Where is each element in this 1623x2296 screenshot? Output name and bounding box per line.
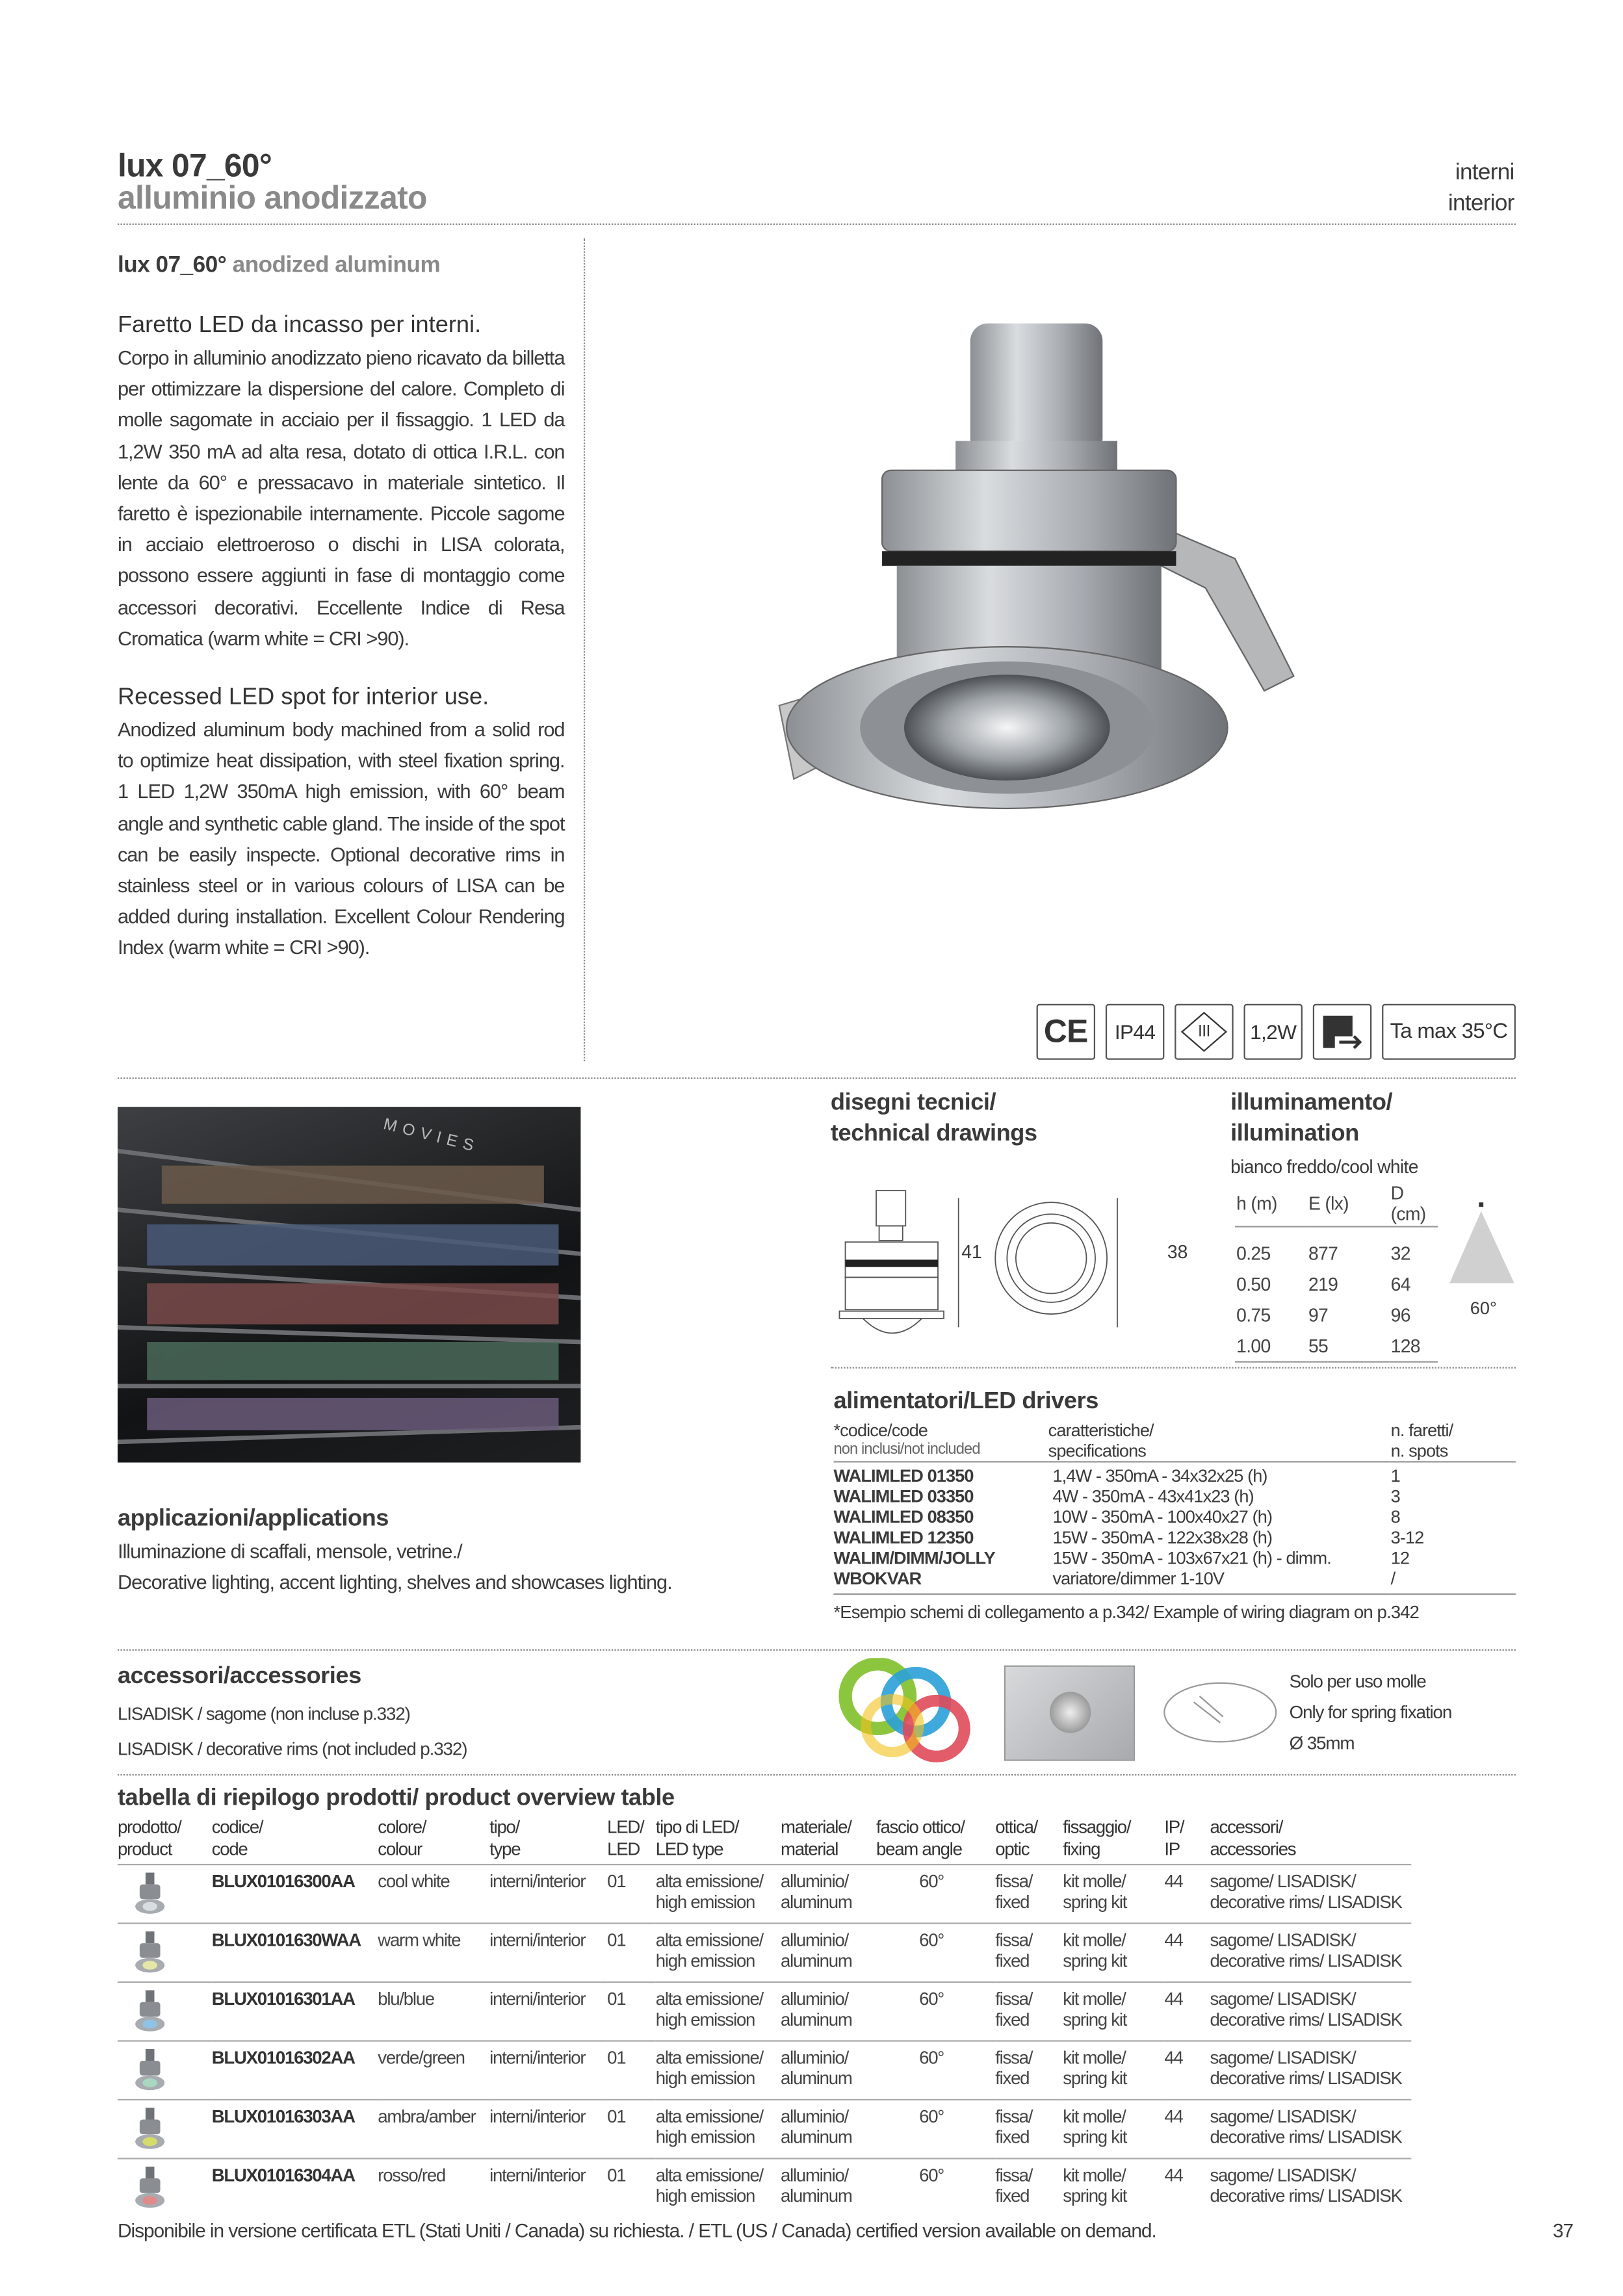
cell-text: ambra/amber	[378, 2100, 489, 2158]
illumination-table	[1235, 1181, 1438, 1362]
cell-text: fissa/	[995, 2047, 1033, 2069]
cell-text: sagome/ LISADISK/	[1210, 1989, 1356, 2009]
category-it: interni	[1455, 160, 1514, 185]
cell-text: 0.50	[1236, 1274, 1271, 1295]
cell-text: 1,4W - 350mA - 34x32x25 (h)	[1052, 1464, 1267, 1486]
cell-text: interni/interior	[489, 2100, 607, 2158]
divider	[831, 1367, 1516, 1368]
cell-text: 55	[1308, 1335, 1329, 1357]
driver-row	[833, 1465, 1515, 1486]
cell-text: 4W - 350mA - 43x41x23 (h)	[1052, 1485, 1254, 1506]
cell-text: LED/	[607, 1816, 644, 1838]
cell-text: fissa/	[995, 1871, 1033, 1892]
cell-text: high emission	[655, 2009, 755, 2030]
cell-text: fissa/	[995, 1929, 1033, 1951]
cell-text: decorative rims/ LISADISK	[1210, 1950, 1402, 1972]
cell-text: 96	[1390, 1305, 1410, 1326]
mounting-surface-icon	[1313, 1004, 1371, 1060]
cell-text: fissaggio/	[1063, 1816, 1131, 1838]
class-iii-label: III	[1198, 1023, 1210, 1041]
table-row	[118, 1982, 1410, 2041]
accessories-title: accessori/accessories	[117, 1664, 361, 1689]
col-header	[781, 1817, 876, 1865]
cell-text: tipo/	[489, 1816, 520, 1838]
cell-text: 60°	[876, 2158, 995, 2216]
page-number: 37	[1552, 2219, 1574, 2242]
cell-text: interni/interior	[489, 1864, 607, 1923]
col-header: D (cm)	[1390, 1183, 1426, 1225]
cell-text: decorative rims/ LISADISK	[1210, 1891, 1402, 1913]
intro	[118, 250, 565, 964]
col-header: *codice/code	[833, 1419, 928, 1441]
cell-text: 60°	[876, 1982, 995, 2041]
cell-text: high emission	[655, 2068, 755, 2089]
drawings-title-en: technical drawings	[830, 1121, 1037, 1147]
cell-text: 219	[1308, 1274, 1338, 1295]
cell-text: 44	[1164, 2041, 1210, 2100]
cell-text: kit molle/	[1063, 2106, 1126, 2127]
photo-sign: MOVIES	[382, 1115, 482, 1157]
illumination-title	[1230, 1088, 1392, 1150]
footer-note: Disponibile in versione certificata ETL (Stati Uniti / Canada) su richiesta. / ETL (US / Canada) certified version available on demand.	[117, 2219, 1156, 2242]
wiring-note: *Esempio schemi di collegamento a p.342/ Example of wiring diagram on p.342	[833, 1601, 1419, 1622]
applications-line: Illuminazione di scaffali, mensole, vetrine./	[117, 1540, 462, 1563]
cell-text: 1	[1390, 1464, 1400, 1486]
temperature-badge: Ta max 35°C	[1382, 1004, 1516, 1060]
product-thumbnail-icon	[133, 1871, 168, 1915]
cell-text: accessori/	[1210, 1816, 1283, 1838]
cell-text: product	[117, 1838, 172, 1859]
footer	[118, 2219, 1573, 2243]
product-title: lux 07_60°	[117, 147, 272, 184]
cell-text: aluminum	[781, 2009, 852, 2030]
cell-text: 01	[607, 1924, 656, 1982]
cell-text: high emission	[655, 2186, 755, 2206]
spring-fixation-icon	[1162, 1675, 1279, 1749]
cell-text: alta emissione/	[655, 2165, 763, 2186]
cell-text: fixed	[995, 2009, 1030, 2030]
divider	[584, 238, 585, 1061]
cell-text: 44	[1164, 1864, 1210, 1923]
cell-text: colore/	[378, 1816, 426, 1838]
cell-text: prodotto/	[117, 1816, 181, 1838]
cell-text: sagome/ LISADISK/	[1210, 2047, 1356, 2069]
en-text: Anodized aluminum body machined from a solid rod to optimize heat dissipation, with steel fixation spring. 1 LED 1,2W 350mA high emission, with 60° beam angle and synthetic cable gland. The inside of the spot can be easily inspecte. Optional decorative rims in stainless steel or in various colours of LISA can be added during installation. Excellent Colour Rendering Index (warm white = CRI >90).	[117, 719, 565, 959]
cell-text: spring kit	[1063, 2068, 1127, 2089]
driver-row	[833, 1567, 1515, 1593]
cell-text: alta emissione/	[655, 2106, 763, 2127]
cell-text: decorative rims/ LISADISK	[1210, 2126, 1402, 2148]
accessory-note: Ø 35mm	[1289, 1733, 1355, 1754]
cell-text: alluminio/	[781, 1989, 849, 2009]
divider	[118, 1774, 1516, 1775]
col-header: caratteristiche/	[1048, 1419, 1154, 1441]
power-badge: 1,2W	[1243, 1004, 1302, 1060]
col-header	[489, 1817, 607, 1865]
illumination-row	[1235, 1300, 1438, 1331]
cell-text: 128	[1390, 1335, 1420, 1357]
cell-text: 44	[1164, 2100, 1210, 2158]
cell-text: fixed	[995, 1891, 1030, 1913]
product-thumbnail-icon	[133, 1930, 168, 1974]
application-photo	[118, 1107, 580, 1462]
it-heading: Faretto LED da incasso per interni.	[117, 313, 482, 339]
cell-text: variatore/dimmer 1-10V	[1052, 1567, 1225, 1588]
cell-text: spring kit	[1063, 1891, 1127, 1913]
cell-text: fixed	[995, 1950, 1030, 1972]
cell-text: decorative rims/ LISADISK	[1210, 2068, 1402, 2089]
illumination-title-en: illumination	[1230, 1121, 1359, 1147]
cell-text: 01	[607, 2100, 656, 2158]
cell-text: LED	[607, 1838, 640, 1859]
cell-text: WBOKVAR	[833, 1567, 922, 1588]
en-heading: Recessed LED spot for interior use.	[117, 685, 489, 710]
overview-title: tabella di riepilogo prodotti/ product overview table	[117, 1786, 675, 1811]
cell-text: sagome/ LISADISK/	[1210, 1929, 1356, 1951]
cell-text: high emission	[655, 1891, 755, 1913]
cell-text: tipo di LED/	[655, 1816, 739, 1838]
cell-text: 01	[607, 1864, 656, 1923]
cell-text: 10W - 350mA - 100x40x27 (h)	[1052, 1506, 1273, 1527]
driver-row	[833, 1506, 1515, 1527]
cell-text: WALIM/DIMM/JOLLY	[833, 1547, 995, 1568]
drawings-title-it: disegni tecnici/	[830, 1090, 996, 1116]
drivers-table	[833, 1420, 1515, 1594]
cell-text: fixed	[995, 2126, 1030, 2148]
cell-text: spring kit	[1063, 2186, 1127, 2206]
col-header	[378, 1817, 489, 1865]
category	[1448, 157, 1514, 219]
cell-text: interni/interior	[489, 2041, 607, 2100]
cell-text: spring kit	[1063, 2009, 1127, 2030]
cell-text: 44	[1164, 2158, 1210, 2216]
cell-text: alta emissione/	[655, 1929, 763, 1951]
product-thumbnail-icon	[133, 1989, 168, 2033]
cell-text: spring kit	[1063, 1950, 1127, 1972]
cell-text: ottica/	[995, 1816, 1038, 1838]
cell-text: kit molle/	[1063, 2047, 1126, 2069]
cell-text: 0.75	[1236, 1305, 1271, 1326]
cell-text: aluminum	[781, 1891, 852, 1913]
cell-text: 32	[1390, 1243, 1410, 1265]
cell-text: kit molle/	[1063, 1989, 1126, 2009]
cell-text: optic	[995, 1838, 1030, 1859]
cell-text: high emission	[655, 2126, 755, 2148]
cell-text: BLUX01016301AA	[212, 1982, 378, 2041]
ip-rating-badge: IP44	[1106, 1004, 1164, 1060]
beam-cone-icon	[1445, 1202, 1518, 1287]
cell-text: LED type	[655, 1838, 723, 1859]
product-subtitle: alluminio anodizzato	[117, 179, 427, 216]
cell-text: beam angle	[876, 1838, 962, 1859]
cell-text: fixed	[995, 2068, 1030, 2089]
cell-text: BLUX0101630WAA	[212, 1924, 378, 1982]
table-row	[118, 2041, 1410, 2100]
cell-text: alta emissione/	[655, 1989, 763, 2009]
cell-text: 12	[1390, 1547, 1410, 1568]
col-header	[1063, 1817, 1164, 1865]
overview-block	[118, 1817, 1602, 2243]
cell-text: sagome/ LISADISK/	[1210, 1871, 1356, 1892]
cell-text: 60°	[876, 2041, 995, 2100]
cell-text: materiale/	[781, 1816, 851, 1838]
cell-text: IP/	[1164, 1816, 1184, 1838]
cell-text: 1.00	[1236, 1335, 1271, 1357]
cell-text: material	[781, 1838, 838, 1859]
product-thumbnail-icon	[133, 2165, 168, 2210]
applications-text	[118, 1536, 672, 1599]
cell-text: code	[211, 1838, 248, 1859]
cell-text: interni/interior	[489, 1924, 607, 1982]
cell-text: 44	[1164, 1924, 1210, 1982]
drawings-title	[831, 1088, 1037, 1150]
table-header	[118, 1817, 1410, 1865]
illumination-row	[1235, 1331, 1438, 1361]
cell-text: BLUX01016303AA	[212, 2100, 378, 2158]
cell-text: decorative rims/ LISADISK	[1210, 2009, 1402, 2030]
cell-text: 97	[1308, 1305, 1329, 1326]
cell-text: colour	[378, 1838, 422, 1859]
cell-text: aluminum	[781, 2126, 852, 2148]
cell-text: 01	[607, 1982, 656, 2041]
cell-text: alluminio/	[781, 1929, 849, 1951]
drivers-title: alimentatori/LED drivers	[833, 1389, 1098, 1414]
cell-text: /	[1390, 1567, 1396, 1588]
cell-text: spring kit	[1063, 2126, 1127, 2148]
product-image	[735, 309, 1323, 823]
ce-mark-icon: CE	[1037, 1004, 1095, 1060]
cell-text: cool white	[378, 1864, 489, 1923]
drivers-block	[833, 1420, 1515, 1622]
cell-text: WALIMLED 12350	[833, 1526, 974, 1547]
col-header	[1210, 1817, 1410, 1865]
cell-text: alluminio/	[781, 2047, 849, 2069]
cell-text: kit molle/	[1063, 1929, 1126, 1951]
cell-text: 3-12	[1390, 1526, 1424, 1547]
dim-diameter: 38	[1167, 1242, 1188, 1263]
cell-text: IP	[1164, 1838, 1180, 1859]
cell-text: alta emissione/	[655, 1871, 763, 1892]
cell-text: 877	[1308, 1243, 1338, 1265]
class-iii-icon	[1175, 1004, 1233, 1060]
col-header	[607, 1817, 656, 1865]
beam-angle: 60°	[1470, 1298, 1497, 1319]
cell-text: type	[489, 1838, 521, 1859]
product-thumbnail-icon	[133, 2048, 168, 2092]
col-header	[656, 1817, 781, 1865]
col-header	[876, 1817, 995, 1865]
overview-table	[118, 1817, 1410, 2217]
cell-text: high emission	[655, 1950, 755, 1972]
cell-text: codice/	[211, 1816, 263, 1838]
cell-text: fissa/	[995, 1989, 1033, 2009]
cell-text: 8	[1390, 1506, 1400, 1527]
cell-text: rosso/red	[378, 2158, 489, 2216]
cell-text: warm white	[378, 1924, 489, 1982]
col-header	[212, 1817, 378, 1865]
cell-text: aluminum	[781, 1950, 852, 1972]
accessories-line: LISADISK / sagome (non incluse p.332)	[117, 1703, 410, 1725]
cell-text: alta emissione/	[655, 2047, 763, 2069]
applications-line: Decorative lighting, accent lighting, shelves and showcases lighting.	[117, 1571, 672, 1594]
cell-text: fixing	[1063, 1838, 1100, 1859]
illumination-subtitle: bianco freddo/cool white	[1230, 1157, 1418, 1178]
col-header: specifications	[1048, 1440, 1146, 1462]
accessories-notes	[1290, 1667, 1452, 1759]
dim-height: 41	[961, 1242, 982, 1263]
col-header	[1164, 1817, 1210, 1865]
technical-drawing	[831, 1183, 1198, 1345]
accessory-note: Only for spring fixation	[1289, 1702, 1452, 1723]
col-header: n. faretti/	[1390, 1419, 1453, 1441]
cell-text: BLUX01016300AA	[212, 1864, 378, 1923]
accessories-line: LISADISK / decorative rims (not included p.332)	[117, 1738, 467, 1760]
intro-name: lux 07_60°	[117, 253, 227, 278]
col-header	[995, 1817, 1063, 1865]
cell-text: fissa/	[995, 2106, 1033, 2127]
cell-text: 01	[607, 2158, 656, 2216]
table-row	[118, 2158, 1410, 2216]
divider	[118, 1077, 1516, 1079]
cell-text: fascio ottico/	[876, 1816, 965, 1838]
cell-text: alluminio/	[781, 1871, 849, 1892]
divider	[118, 1649, 1516, 1651]
driver-row	[833, 1486, 1515, 1506]
cell-text: alluminio/	[781, 2106, 849, 2127]
col-header-note: non inclusi/not included	[833, 1440, 980, 1458]
cell-text: interni/interior	[489, 1982, 607, 2041]
table-row	[118, 1864, 1410, 1923]
it-text: Corpo in alluminio anodizzato pieno ricavato da billetta per ottimizzare la dispersione del calore. Completo di molle sagomate in acciaio per il fissaggio. 1 LED da 1,2W 350 mA ad alta resa, dotato di ottica I.R.L. con lente da 60° e pressacavo in materiale sintetico. Il faretto è ispezionabile internamente. Piccole sagome in acciaio elettroeroso o dischi in LISA colorata, possono essere aggiunti in fase di montaggio come accessori decorativi. Eccellente Indice di Resa Cromatica (warm white = CRI >90).	[117, 346, 565, 650]
table-row	[118, 2100, 1410, 2158]
illumination-title-it: illuminamento/	[1230, 1090, 1393, 1116]
applications-title: applicazioni/applications	[117, 1506, 389, 1532]
cell-text: WALIMLED 01350	[833, 1464, 974, 1486]
cell-text: 60°	[876, 1864, 995, 1923]
col-header: n. spots	[1390, 1440, 1448, 1462]
decorative-plate-image	[1004, 1666, 1135, 1761]
col-header	[118, 1817, 212, 1865]
cell-text: fissa/	[995, 2165, 1033, 2186]
cell-text: 64	[1390, 1274, 1410, 1295]
driver-row	[833, 1547, 1515, 1568]
category-en: interior	[1448, 191, 1514, 216]
product-thumbnail-icon	[133, 2106, 168, 2150]
cell-text: BLUX01016304AA	[212, 2158, 378, 2216]
cell-text: decorative rims/ LISADISK	[1210, 2186, 1402, 2206]
cell-text: 01	[607, 2041, 656, 2100]
cell-text: 44	[1164, 1982, 1210, 2041]
cell-text: 15W - 350mA - 122x38x28 (h)	[1052, 1526, 1273, 1547]
cell-text: sagome/ LISADISK/	[1210, 2106, 1356, 2127]
intro-name-en: anodized aluminum	[232, 253, 441, 278]
cell-text: accessories	[1210, 1838, 1296, 1859]
driver-row	[833, 1527, 1515, 1547]
cell-text: blu/blue	[378, 1982, 489, 2041]
cell-text: WALIMLED 03350	[833, 1485, 974, 1506]
cell-text: verde/green	[378, 2041, 489, 2100]
cell-text: fixed	[995, 2186, 1030, 2206]
cell-text: BLUX01016302AA	[212, 2041, 378, 2100]
cell-text: WALIMLED 08350	[833, 1506, 974, 1527]
cell-text: 60°	[876, 2100, 995, 2158]
cell-text: 3	[1390, 1485, 1400, 1506]
cell-text: sagome/ LISADISK/	[1210, 2165, 1356, 2186]
cell-text: 0.25	[1236, 1243, 1271, 1265]
divider	[118, 224, 1516, 225]
accessory-note: Solo per uso molle	[1289, 1671, 1426, 1692]
cell-text: aluminum	[781, 2186, 852, 2206]
cell-text: kit molle/	[1063, 2165, 1126, 2186]
illumination-row	[1235, 1239, 1438, 1269]
cell-text: 15W - 350mA - 103x67x21 (h) - dimm.	[1052, 1547, 1331, 1568]
cell-text: alluminio/	[781, 2165, 849, 2186]
lisadisk-rims-image	[831, 1658, 993, 1764]
table-row	[118, 1924, 1410, 1982]
cell-text: aluminum	[781, 2068, 852, 2089]
cell-text: 60°	[876, 1924, 995, 1982]
cell-text: interni/interior	[489, 2158, 607, 2216]
illumination-row	[1235, 1269, 1438, 1300]
cell-text: kit molle/	[1063, 1871, 1126, 1892]
col-header: E (lx)	[1308, 1193, 1349, 1215]
col-header: h (m)	[1236, 1193, 1277, 1215]
